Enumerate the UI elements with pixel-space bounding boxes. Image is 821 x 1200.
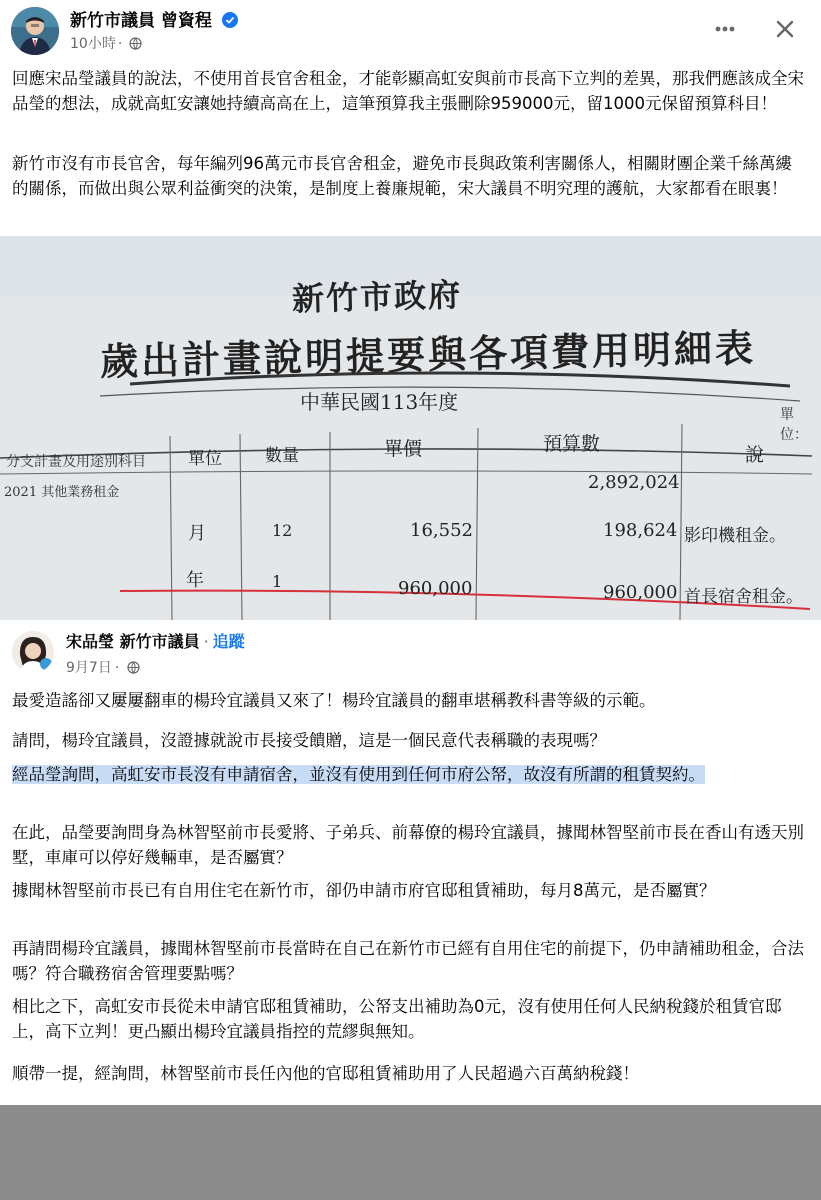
post-time[interactable]: 10小時 (70, 36, 116, 52)
row-3-price: 960,000 (398, 578, 473, 599)
shared-post-date[interactable]: 9月7日 (66, 660, 112, 676)
column-header-unit: 單位 (188, 449, 222, 469)
shared-paragraph-3-highlighted: 經品瑩詢問，高虹安市長沒有申請宿舍，並沒有使用到任何市府公帑，故沒有所謂的租賃契約。 (12, 765, 705, 784)
shared-author-name[interactable]: 宋品瑩 新竹市議員 (66, 632, 200, 651)
verified-badge-icon (222, 12, 238, 33)
background-overlay (0, 1105, 821, 1200)
more-horizontal-icon (710, 14, 740, 44)
row-1-budget: 2,892,024 (588, 472, 680, 493)
row-3-qty: 1 (272, 572, 283, 591)
shared-paragraph-5: 據聞林智堅前市長已有自用住宅在新竹市，卻仍申請市府官邸租賃補助，每月8萬元，是否屬實？ (12, 881, 716, 900)
budget-document-photo[interactable] (0, 236, 821, 620)
shared-paragraph-2: 請問，楊玲宜議員，沒證據就說市長接受饋贈，這是一個民意代表稱職的表現嗎？ (12, 731, 606, 750)
shared-paragraph-4: 在此，品瑩要詢問身為林智堅前市長愛將、子弟兵、前幕僚的楊玲宜議員，據聞林智堅前市長在香山有透天別墅，車庫可以停好幾輛車，是否屬實？ (12, 823, 804, 867)
row-2-note: 影印機租金。 (684, 526, 786, 546)
column-header-quantity: 數量 (265, 446, 299, 466)
shared-paragraph-8: 順帶一提，經詢問，林智堅前市長任內他的官邸租賃補助用了人民超過六百萬納稅錢！ (12, 1064, 639, 1083)
shared-paragraph-1: 最愛造謠卻又屢屢翻車的楊玲宜議員又來了！楊玲宜議員的翻車堪稱教科書等級的示範。 (12, 691, 656, 710)
document-subtitle: 歲出計畫說明提要與各項費用明細表 (99, 325, 757, 384)
close-icon (770, 14, 800, 44)
author-name[interactable]: 新竹市議員 曾資程 (70, 11, 212, 31)
shared-post[interactable]: 宋品瑩 新竹市議員 · 追蹤 9月7日 · 最愛造謠卻又屢屢翻車的楊玲宜議員又來了！楊玲宜議員的翻車堪稱教科書等級的示範。 請問，楊玲宜議員，沒證據就說市長接受饋贈，這是一個民意代表稱職的表現嗎？ 經品瑩詢問，高虹安市長沒有申請宿舍，並沒有使用到任何市府公帑，故沒有所謂的租賃契約。 在此，品瑩要詢問身為林智堅前市長愛將、子弟兵、前幕僚的楊玲宜議員，據聞林智堅前市長在香山有透天別墅，車庫可以停好幾輛車，是否屬實？ 據聞林智堅前市長已有自用住宅在新竹市，卻仍申請市府官邸租賃補助，每月8萬元，是否屬實？ 再請問楊玲宜議員，據聞林智堅前市長當時在自己在新竹市已經有自用住宅的前提下，仍申請補助租金，合法嗎？符合職務宿舍管理要點嗎？ 相比之下，高虹安市長從未申請官邸租賃補助，公帑支出補助為0元，沒有使用任何人民納稅錢於租賃官邸上，高下立判！更凸顯出楊玲宜議員指控的荒繆與無知。 順帶一提，經詢問，林智堅前市長任內他的官邸租賃補助用了人民超過六百萬納稅錢！ (0, 620, 821, 1105)
document-year: 中華民國113年度 (300, 390, 459, 414)
row-3-note: 首長宿舍租金。 (684, 587, 803, 607)
post-paragraph-1: 回應宋品瑩議員的說法，不使用首長官舍租金，才能彰顯高虹安與前市長高下立判的差異，那我們應該成全宋品瑩的想法，成就高虹安讓她持續高高在上，這筆預算我主張刪除959000元，留1000元保留預算科目！ (12, 69, 804, 113)
column-header-budget: 預算數 (543, 433, 601, 455)
post-paragraph-2: 新竹市沒有市長官舍，每年編列96萬元市長官舍租金，避免市長與政策利害關係人，相關財團企業千絲萬縷的關係，而做出與公眾利益衝突的決策，是制度上養廉規範，宋大議員不明究理的護航，大家都看在眼裏！ (12, 154, 792, 198)
globe-icon (129, 37, 142, 54)
post-header: 新竹市議員 曾資程 10小時 · (0, 0, 821, 62)
shared-paragraph-6: 再請問楊玲宜議員，據聞林智堅前市長當時在自己在新竹市已經有自用住宅的前提下，仍申請補助租金，合法嗎？符合職務宿舍管理要點嗎？ (12, 939, 804, 983)
row-2-budget: 198,624 (603, 520, 678, 541)
author-avatar[interactable] (11, 7, 59, 55)
row-1-item: 2021 其他業務租金 (4, 485, 120, 500)
row-2-qty: 12 (272, 521, 293, 540)
document-title: 新竹市政府 (291, 275, 463, 319)
more-options-button[interactable] (710, 14, 740, 44)
follow-button[interactable]: 追蹤 (212, 632, 245, 651)
column-header-note: 說 (745, 444, 765, 466)
row-2-price: 16,552 (410, 520, 473, 541)
row-3-budget: 960,000 (603, 582, 678, 603)
row-2-unit: 月 (188, 523, 206, 544)
document-unit-label: 單位： (780, 407, 808, 443)
close-button[interactable] (770, 14, 800, 44)
globe-icon (127, 661, 140, 678)
row-3-unit: 年 (186, 570, 204, 591)
column-header-item: 分支計畫及用途別科目 (6, 454, 146, 470)
shared-paragraph-7: 相比之下，高虹安市長從未申請官邸租賃補助，公帑支出補助為0元，沒有使用任何人民納稅錢於租賃官邸上，高下立判！更凸顯出楊玲宜議員指控的荒繆與無知。 (12, 997, 782, 1041)
shared-author-avatar[interactable] (12, 631, 54, 673)
column-header-price: 單價 (384, 438, 423, 460)
